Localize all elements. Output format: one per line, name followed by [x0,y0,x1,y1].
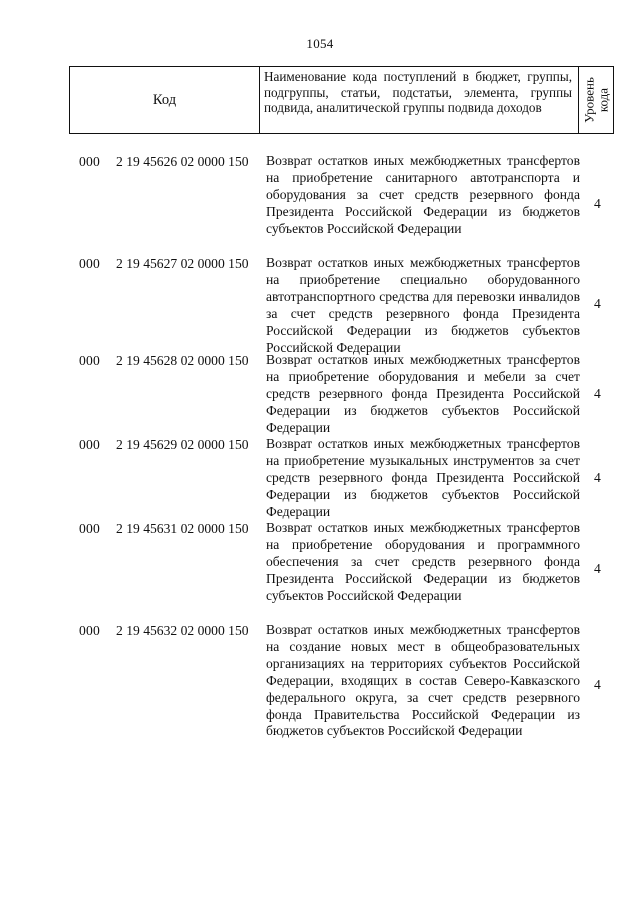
header-level-line1: Уровень [581,77,597,123]
row-description: Возврат остатков иных межбюджетных трансфертов на создание новых мест в общеобразовательных организациях на территориях субъектов Российской Федерации, входящих в состав Северо-Кавказского федерального округа, за счет средств резервного фонда Правительства Российской Федерации из бюджетов субъектов Российской Федерации [266,622,580,739]
admin-code: 000 [79,154,100,169]
row-level: 4 [594,296,601,311]
row-description: Возврат остатков иных межбюджетных трансфертов на приобретение оборудования и мебели за счет средств резервного фонда Президента Российской Федерации из бюджетов субъектов Российской Федерации [266,352,580,435]
header-level [579,67,613,133]
revenue-code: 2 19 45629 02 0000 150 [116,437,249,452]
header-name: Наименование кода поступлений в бюджет, группы, подгруппы, статьи, подстатьи, элемента, группы подвида, аналитической группы подвида доходов [260,67,579,133]
header-level-line2: кода [595,87,610,113]
row-description: Возврат остатков иных межбюджетных трансфертов на приобретение специально оборудованного автотранспортного средства для перевозки инвалидов за счет средств резервного фонда Президента Российской Федерации из бюджетов субъектов Российской Федерации [266,255,580,355]
row-description: Возврат остатков иных межбюджетных трансфертов на приобретение санитарного автотранспорта и оборудования за счет средств резервного фонда Президента Российской Федерации из бюджетов субъектов Российской Федерации [266,153,580,236]
row-level: 4 [594,561,601,576]
row-description: Возврат остатков иных межбюджетных трансфертов на приобретение музыкальных инструментов за счет средств резервного фонда Президента Российской Федерации из бюджетов субъектов Российской Федерации [266,436,580,519]
row-level: 4 [594,677,601,692]
revenue-code: 2 19 45628 02 0000 150 [116,353,249,368]
revenue-code: 2 19 45626 02 0000 150 [116,154,249,169]
table-header [69,66,614,134]
revenue-code: 2 19 45631 02 0000 150 [116,521,249,536]
row-level: 4 [594,386,601,401]
admin-code: 000 [79,353,100,368]
header-level-label [583,67,610,133]
admin-code: 000 [79,521,100,536]
admin-code: 000 [79,437,100,452]
revenue-code: 2 19 45627 02 0000 150 [116,256,249,271]
admin-code: 000 [79,256,100,271]
row-level: 4 [594,470,601,485]
page-number: 1054 [306,36,334,51]
row-description: Возврат остатков иных межбюджетных трансфертов на приобретение оборудования и программного обеспечения за счет средств резервного фонда Президента Российской Федерации из бюджетов субъектов Российской Федерации [266,520,580,603]
row-level: 4 [594,196,601,211]
header-code: Код [70,67,260,133]
revenue-code: 2 19 45632 02 0000 150 [116,623,249,638]
admin-code: 000 [79,623,100,638]
